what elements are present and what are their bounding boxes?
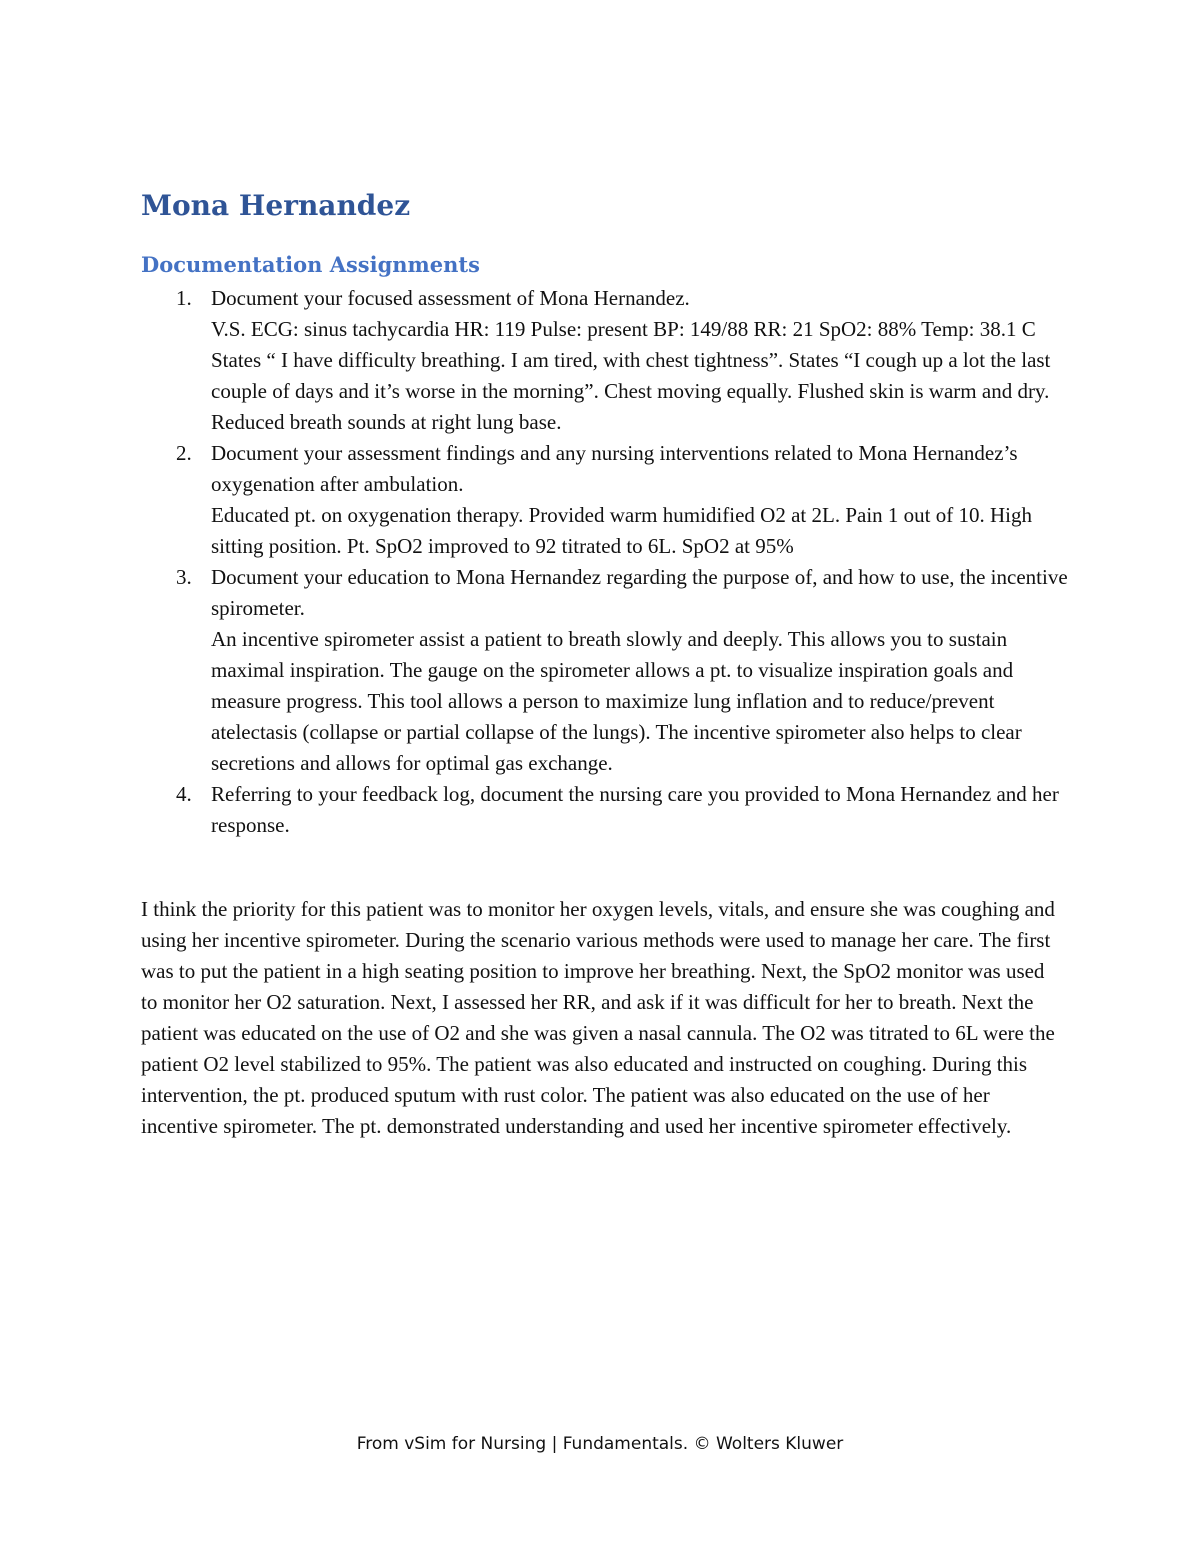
assignment-response: An incentive spirometer assist a patient to breath slowly and deeply. This allows you to sustain maximal inspiration. The gauge on the spirometer allows a pt. to visualize inspiration goals and measure progress. This tool allows a person to maximize lung inflation and to reduce/prevent atelectasis (collapse or partial collapse of the lungs). The incentive spirometer also helps to clear secretions and allows for optimal gas exchange.: [211, 627, 1022, 775]
assignment-item-4: [176, 779, 1081, 841]
assignment-prompt: Document your education to Mona Hernandez regarding the purpose of, and how to use, the incentive spirometer.: [211, 565, 1068, 620]
assignment-number: 3.: [176, 565, 192, 589]
page-title: Mona Hernandez: [141, 189, 411, 222]
summary-paragraph: I think the priority for this patient was to monitor her oxygen levels, vitals, and ensure she was coughing and using her incentive spirometer. During the scenario various methods were used to manage her care. The first was to put the patient in a high seating position to improve her breathing. Next, the SpO2 monitor was used to monitor her O2 saturation. Next, I assessed her RR, and ask if it was difficult for her to breath. Next the patient was educated on the use of O2 and she was given a nasal cannula. The O2 was titrated to 6L were the patient O2 level stabilized to 95%. The patient was also educated and instructed on coughing. During this intervention, the pt. produced sputum with rust color. The patient was also educated on the use of her incentive spirometer. The pt. demonstrated understanding and used her incentive spirometer effectively.: [141, 897, 1055, 1138]
page-footer: From vSim for Nursing | Fundamentals. © Wolters Kluwer: [356, 1434, 844, 1454]
assignment-prompt: Document your focused assessment of Mona Hernandez.: [211, 286, 690, 310]
assignment-item-3: [176, 562, 1081, 779]
assignment-prompt: Referring to your feedback log, document the nursing care you provided to Mona Hernandez and her response.: [211, 782, 1059, 837]
assignment-number: 4.: [176, 782, 192, 806]
assignment-prompt: Document your assessment findings and any nursing interventions related to Mona Hernandez’s oxygenation after ambulation.: [211, 441, 1018, 496]
assignment-item-1: [176, 283, 1081, 438]
assignment-list: [176, 283, 1081, 841]
assignment-number: 1.: [176, 286, 192, 310]
assignment-item-2: [176, 438, 1081, 562]
assignment-response: V.S. ECG: sinus tachycardia HR: 119 Pulse: present BP: 149/88 RR: 21 SpO2: 88% Temp: 38.1 C States “ I have difficulty breathing. I am tired, with chest tightness”. States “I cough up a lot the last couple of days and it’s worse in the morning”. Chest moving equally. Flushed skin is warm and dry. Reduced breath sounds at right lung base.: [211, 317, 1051, 434]
assignment-number: 2.: [176, 441, 192, 465]
section-heading: Documentation Assignments: [141, 252, 480, 277]
assignment-response: Educated pt. on oxygenation therapy. Provided warm humidified O2 at 2L. Pain 1 out of 10. High sitting position. Pt. SpO2 improved to 92 titrated to 6L. SpO2 at 95%: [211, 503, 1032, 558]
